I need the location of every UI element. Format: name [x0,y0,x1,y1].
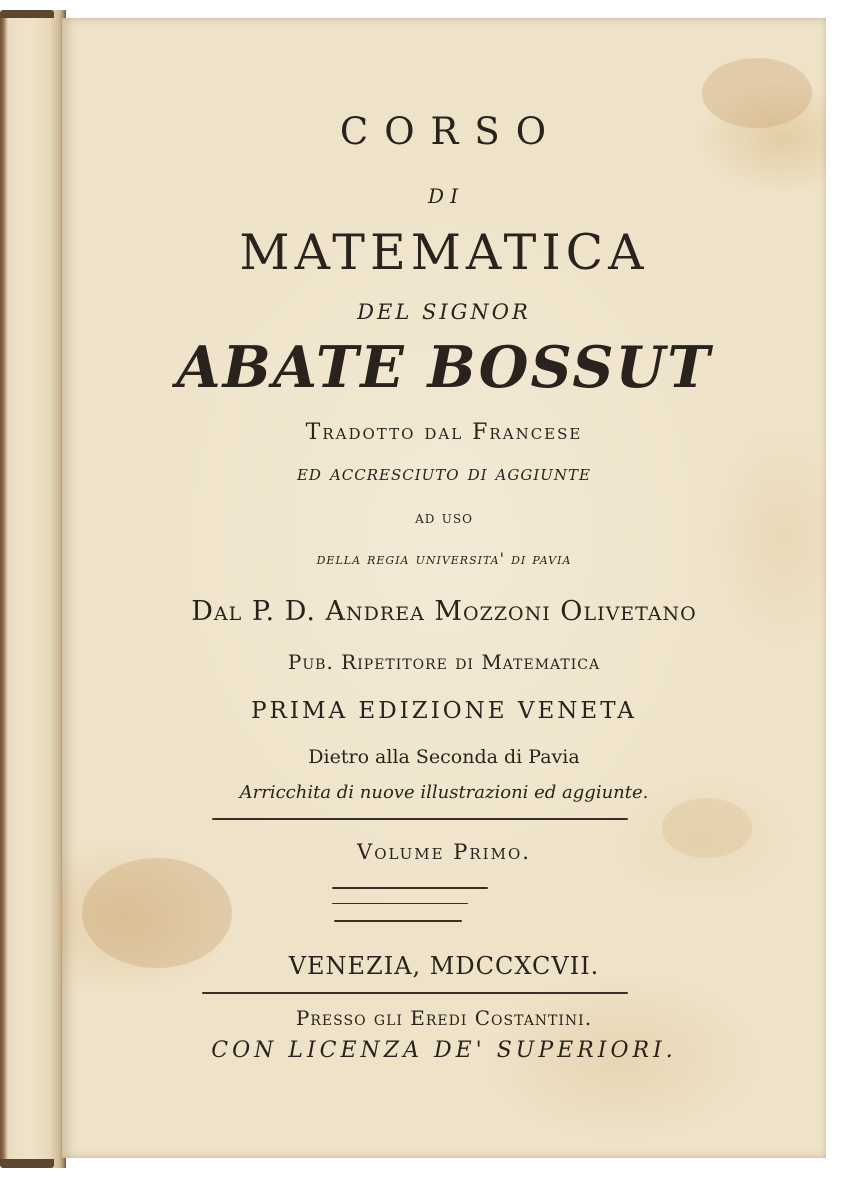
translator-line: Dal P. D. Andrea Mozzoni Olivetano [191,596,697,627]
edition-line: PRIMA EDIZIONE VENETA [251,698,637,724]
enriched-line: Arricchita di nuove illustrazioni ed aggiunte. [239,782,649,803]
ornament-rule [332,887,488,889]
title-page [62,18,826,1158]
based-on-line: Dietro alla Seconda di Pavia [308,746,580,768]
enlarged-with: ed accresciuto di aggiunte [296,461,591,486]
ornament-rule [332,903,468,904]
binding-top-edge [0,10,54,18]
author-name: ABATE BOSSUT [176,334,712,401]
del-signor: DEL SIGNOR [357,300,531,324]
title-di: DI [428,184,464,208]
university-line: della regia universita' di pavia [316,549,572,568]
title-corso: CORSO [339,110,563,153]
imprint-place-date: VENEZIA, MDCCXCVII. [288,952,600,980]
binding-bottom-edge [0,1159,54,1168]
printer-line: Presso gli Eredi Costantini. [295,1006,593,1030]
divider-rule [212,818,628,820]
license-line: CON LICENZA DE' SUPERIORI. [211,1038,677,1063]
imprint-rule [202,992,628,994]
translated-from: Tradotto dal Francese [305,420,583,445]
title-matematica: MATEMATICA [239,224,649,281]
ornament-rule [334,920,462,922]
book-binding [0,10,66,1168]
for-use: ad uso [415,508,473,528]
translator-role: Pub. Ripetitore di Matematica [287,650,601,674]
volume-line: Volume Primo. [357,840,531,864]
